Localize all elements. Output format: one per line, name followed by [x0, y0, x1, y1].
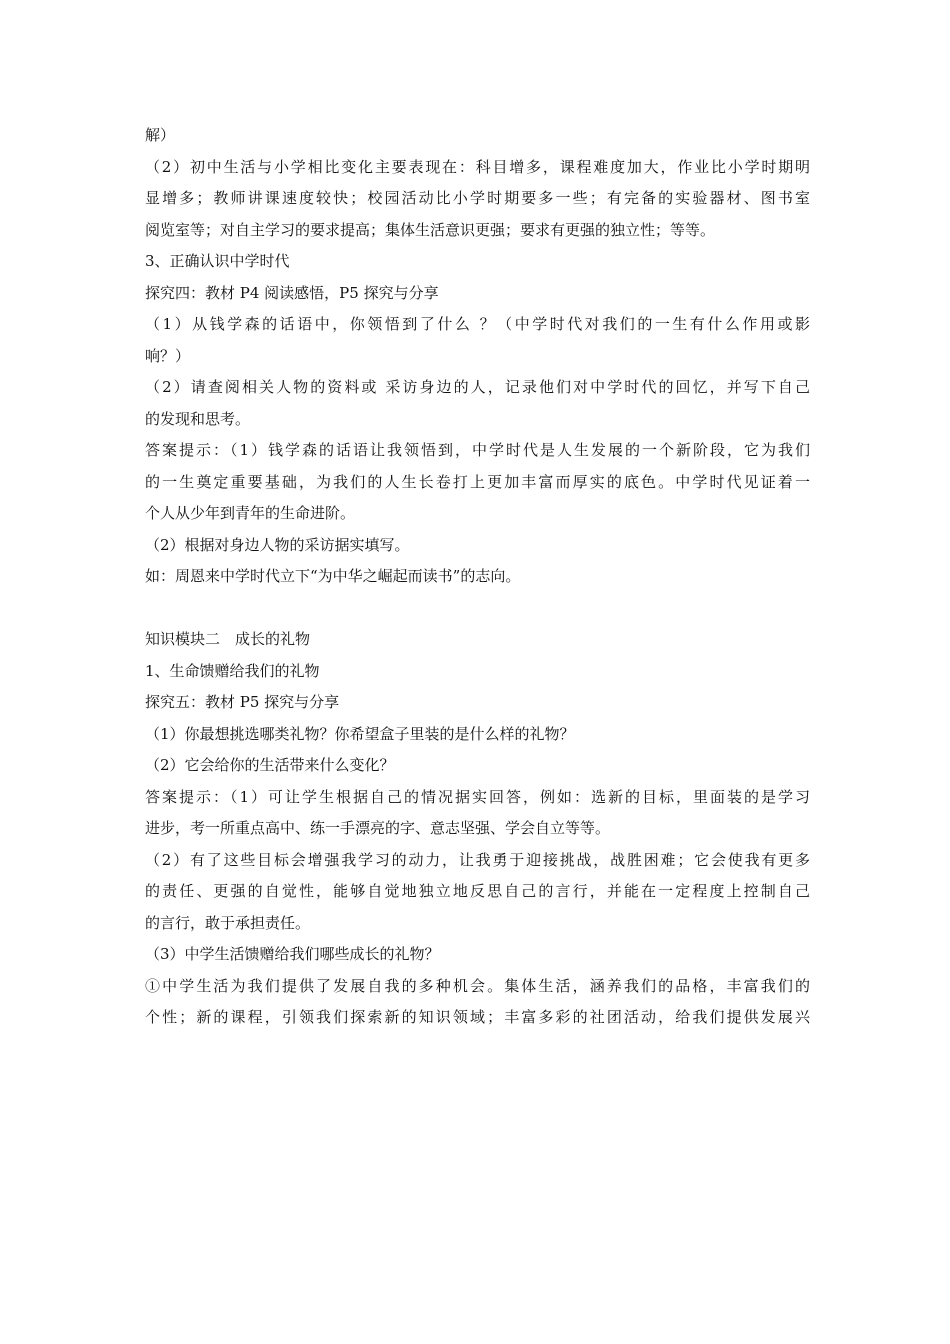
text-line: （1）你最想挑选哪类礼物？你希望盒子里装的是什么样的礼物？: [145, 724, 575, 743]
text-line: 答案提示：（1）钱学森的话语让我领悟到，中学时代是人生发展的一个新阶段，它为我们: [145, 441, 810, 459]
text-line: 解）: [145, 126, 176, 144]
text-line: 进步，考一所重点高中、练一手漂亮的字、意志坚强、学会自立等等。: [145, 819, 611, 837]
text-line: 的责任、更强的自觉性，能够自觉地独立地反思自己的言行，并能在一定程度上控制自己: [145, 882, 810, 900]
text-line: 个人从少年到青年的生命进阶。: [145, 504, 356, 522]
document-page: [145, 120, 810, 1034]
section-heading: 3、正确认识中学时代: [145, 252, 290, 270]
text-line: 如：周恩来中学时代立下“为中华之崛起而读书”的志向。: [145, 567, 521, 585]
text-line: （2）它会给你的生活带来什么变化？: [145, 756, 395, 774]
text-line: 显增多；教师讲课速度较快；校园活动比小学时期要多一些；有完备的实验器材、图书室: [145, 189, 810, 207]
text-line: ①中学生活为我们提供了发展自我的多种机会。集体生活，涵养我们的品格，丰富我们的: [145, 976, 810, 995]
text-line: 个性；新的课程，引领我们探索新的知识领域；丰富多彩的社团活动，给我们提供发展兴: [145, 1008, 810, 1026]
text-line: （2）初中生活与小学相比变化主要表现在：科目增多，课程难度加大，作业比小学时期明: [145, 157, 810, 176]
text-line: （3）中学生活馈赠给我们哪些成长的礼物？: [145, 945, 440, 963]
module-heading: 知识模块二 成长的礼物: [145, 630, 311, 648]
text-line: （2）根据对身边人物的采访据实填写。: [145, 535, 410, 554]
text-line: 的一生奠定重要基础，为我们的人生长卷打上更加丰富而厚实的底色。中学时代见证着一: [145, 472, 810, 491]
text-line: （1）从钱学森的话语中，你领悟到了什么 ？（中学时代对我们的一生有什么作用或影: [145, 315, 810, 333]
text-line: 响？）: [145, 346, 191, 365]
text-line: （2）有了这些目标会增强我学习的动力，让我勇于迎接挑战，战胜困难；它会使我有更多: [145, 850, 810, 869]
blank-line: [145, 593, 810, 625]
section-heading: 1、生命馈赠给我们的礼物: [145, 661, 320, 680]
text-line: 的发现和思考。: [145, 409, 251, 428]
text-line: 阅览室等；对自主学习的要求提高；集体生活意识更强；要求有更强的独立性；等等。: [145, 220, 716, 239]
text-line: 的言行，敢于承担责任。: [145, 913, 311, 932]
text-line: 答案提示：（1）可让学生根据自己的情况据实回答，例如：选新的目标，里面装的是学习: [145, 787, 810, 806]
text-line: 探究五：教材 P5 探究与分享: [145, 693, 340, 711]
text-line: 探究四：教材 P4 阅读感悟，P5 探究与分享: [145, 283, 439, 302]
text-line: （2）请查阅相关人物的资料或 采访身边的人，记录他们对中学时代的回忆，并写下自己: [145, 378, 810, 396]
